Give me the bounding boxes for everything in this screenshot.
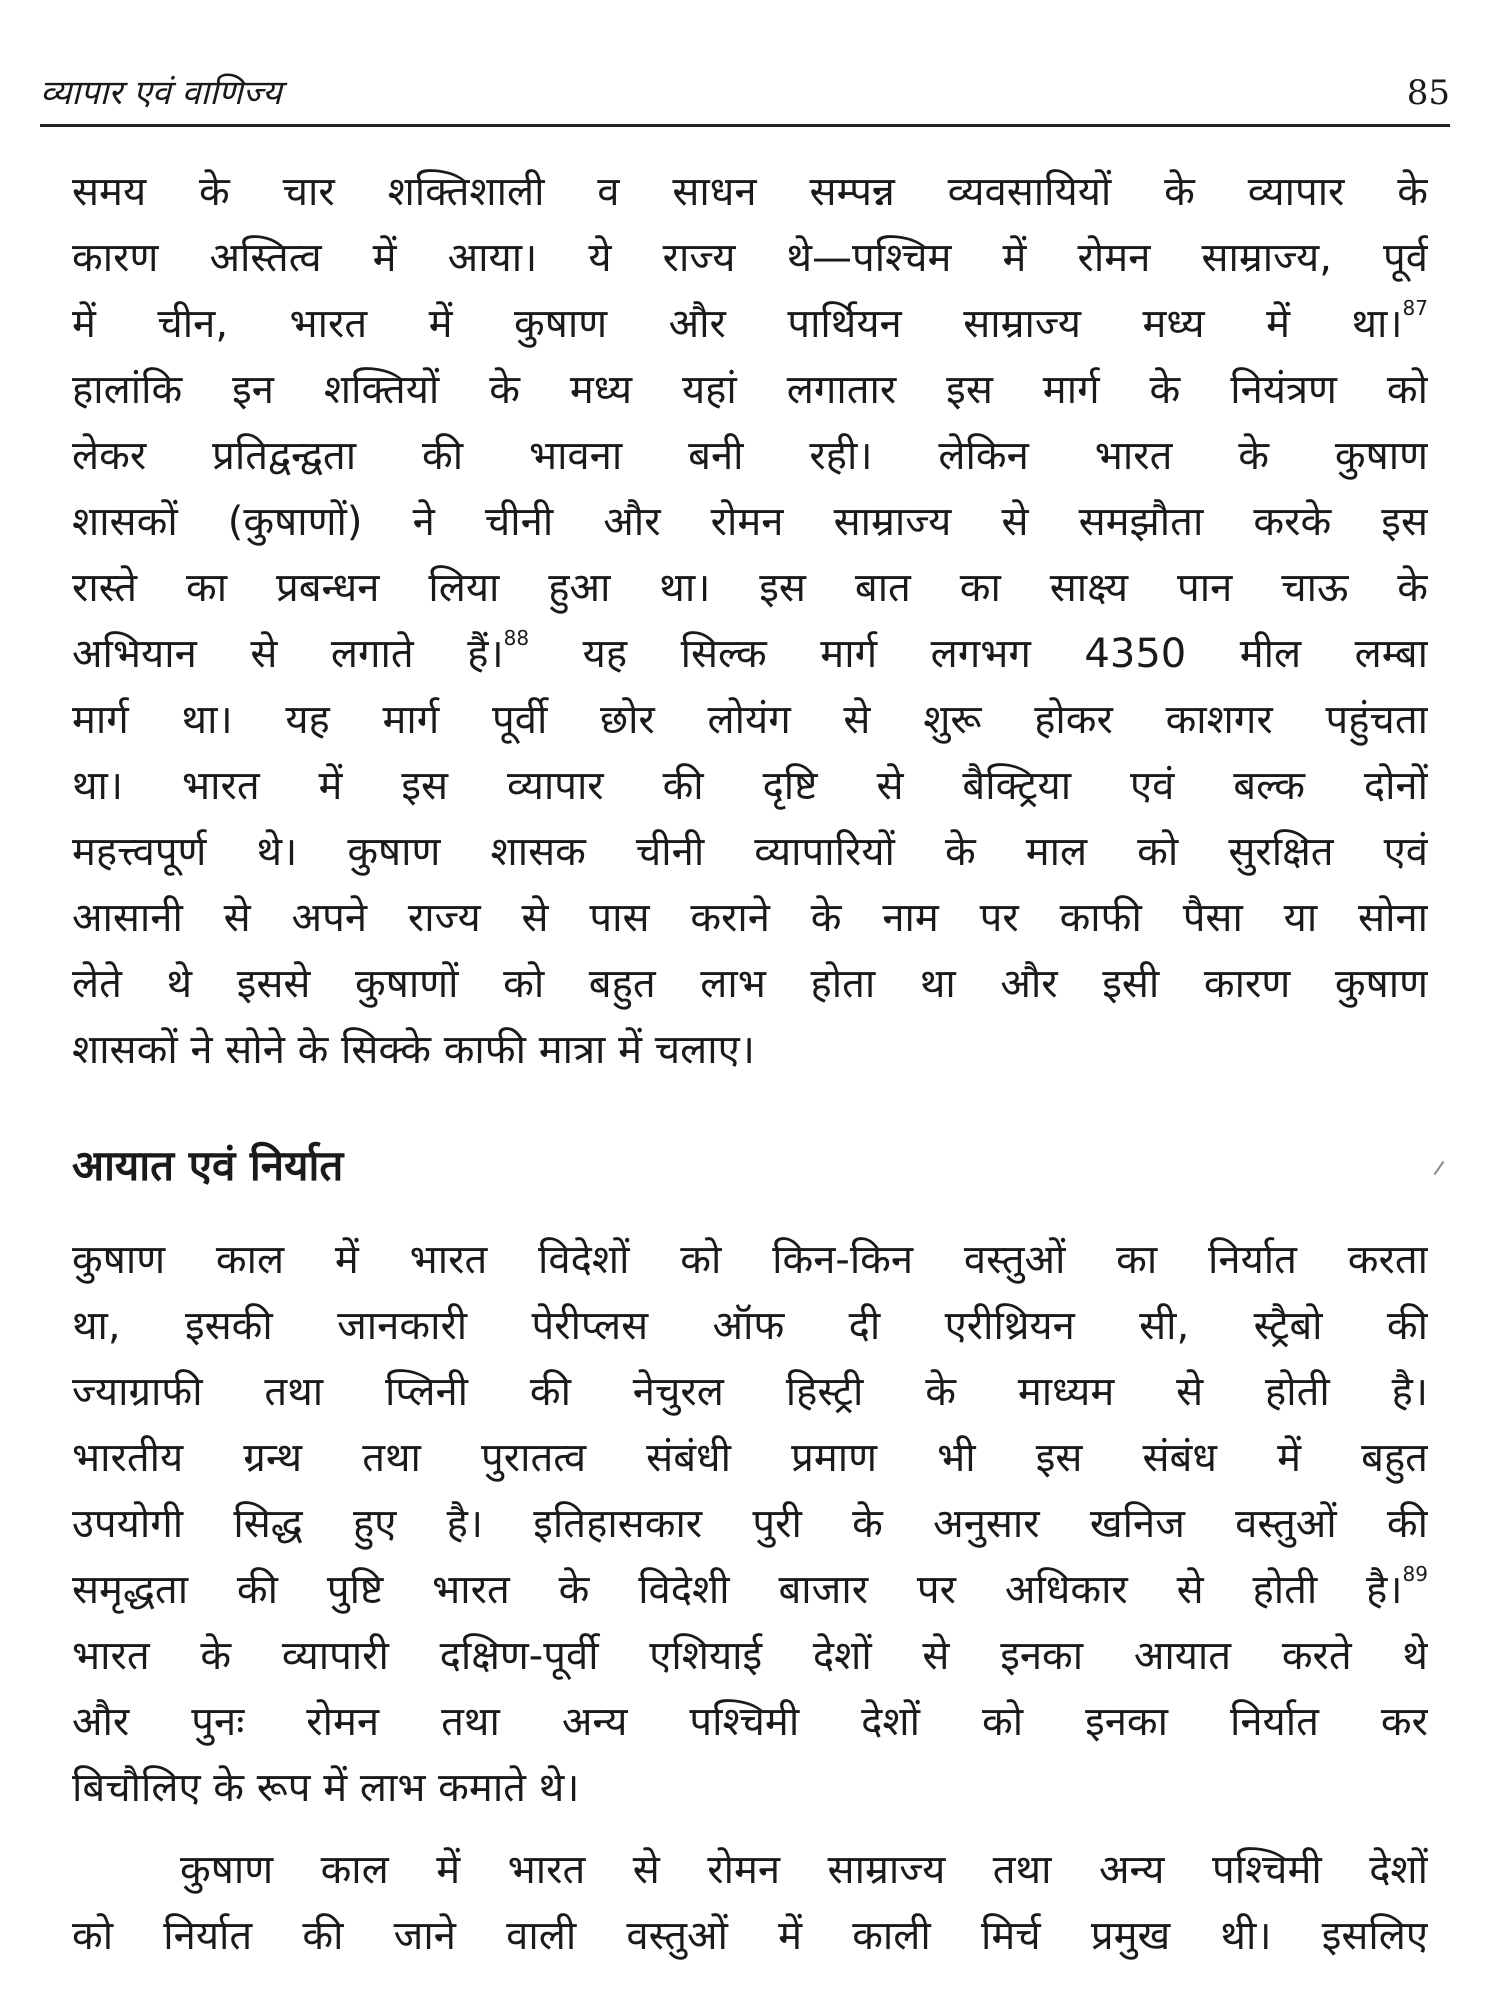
pen-mark: [1434, 1161, 1445, 1175]
footnote-ref: 89: [1402, 1562, 1428, 1586]
text-line: और पुनः रोमन तथा अन्य पश्चिमी देशों को इनका निर्यात कर: [72, 1699, 1428, 1745]
footnote-ref: 88: [503, 626, 530, 650]
text-line: में चीन, भारत में कुषाण और पार्थियन साम्राज्य मध्य में था।$^{87}$: [72, 296, 1428, 347]
text-line: कुषाण काल में भारत से रोमन साम्राज्य तथा अन्य पश्चिमी देशों: [180, 1847, 1428, 1893]
text-line: कुषाण काल में भारत विदेशों को किन-किन वस्तुओं का निर्यात करता: [72, 1237, 1428, 1283]
footnote-ref: 87: [1402, 296, 1428, 320]
text-line: ज्याग्राफी तथा प्लिनी की नेचुरल हिस्ट्री के माध्यम से होती है।: [72, 1369, 1428, 1415]
text-line: महत्त्वपूर्ण थे। कुषाण शासक चीनी व्यापारियों के माल को सुरक्षित एवं: [72, 829, 1428, 875]
text-line: रास्ते का प्रबन्धन लिया हुआ था। इस बात का साक्ष्य पान चाऊ के: [72, 565, 1428, 611]
text-line: था, इसकी जानकारी पेरीप्लस ऑफ दी एरीथ्रियन सी, स्ट्रैबो की: [72, 1303, 1428, 1349]
text-line: भारत के व्यापारी दक्षिण-पूर्वी एशियाई देशों से इनका आयात करते थे: [72, 1633, 1428, 1679]
text-line: था। भारत में इस व्यापार की दृष्टि से बैक्ट्रिया एवं बल्क दोनों: [72, 763, 1428, 809]
text-line: शासकों ने सोने के सिक्के काफी मात्रा में चलाए।: [72, 1027, 755, 1073]
text-line: आसानी से अपने राज्य से पास कराने के नाम पर काफी पैसा या सोना: [72, 895, 1428, 941]
section-heading: आयात एवं निर्यात: [72, 1141, 344, 1190]
text-line: समृद्धता की पुष्टि भारत के विदेशी बाजार पर अधिकार से होती है।$^{89}$: [72, 1562, 1428, 1613]
text-line: शासकों (कुषाणों) ने चीनी और रोमन साम्राज्य से समझौता करके इस: [72, 499, 1428, 545]
text-line: बिचौलिए के रूप में लाभ कमाते थे।: [72, 1765, 580, 1811]
text-line: उपयोगी सिद्ध हुए है। इतिहासकार पुरी के अनुसार खनिज वस्तुओं की: [72, 1501, 1428, 1547]
text-line: लेते थे इससे कुषाणों को बहुत लाभ होता था और इसी कारण कुषाण: [72, 961, 1428, 1007]
text-line: भारतीय ग्रन्थ तथा पुरातत्व संबंधी प्रमाण भी इस संबंध में बहुत: [72, 1435, 1428, 1481]
page-number: 85: [1406, 73, 1450, 113]
text-line: को निर्यात की जाने वाली वस्तुओं में काली मिर्च प्रमुख थी। इसलिए: [72, 1913, 1428, 1959]
running-header: [40, 68, 1450, 127]
text-line: मार्ग था। यह मार्ग पूर्वी छोर लोयंग से शुरू होकर काशगर पहुंचता: [72, 697, 1428, 743]
text-line: लेकर प्रतिद्वन्द्वता की भावना बनी रही। लेकिन भारत के कुषाण: [72, 433, 1428, 479]
text-line: अभियान से लगाते हैं।$^{88}$ यह सिल्क मार्ग लगभग 4350 मील लम्बा: [72, 626, 1428, 677]
text-line: हालांकि इन शक्तियों के मध्य यहां लगातार इस मार्ग के नियंत्रण को: [72, 367, 1428, 413]
text-line: समय के चार शक्तिशाली व साधन सम्पन्न व्यवसायियों के व्यापार के: [72, 169, 1428, 215]
text-line: कारण अस्तित्व में आया। ये राज्य थे—पश्चिम में रोमन साम्राज्य, पूर्व: [72, 235, 1428, 281]
chapter-title: व्यापार एवं वाणिज्य: [40, 73, 282, 113]
